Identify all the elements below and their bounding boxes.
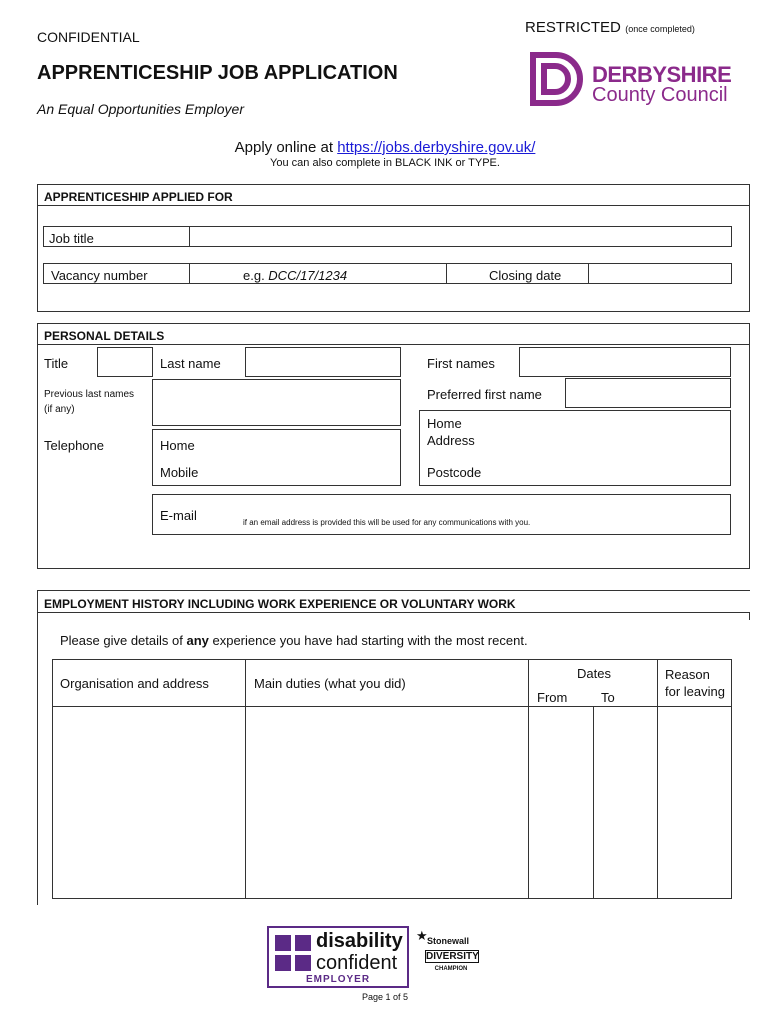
- page-number: Page 1 of 5: [361, 992, 409, 1002]
- stonewall-text-1: Stonewall: [427, 936, 470, 946]
- stonewall-star-icon: ★: [416, 928, 428, 943]
- home-address-label-2: Address: [427, 433, 475, 448]
- confidential-label: CONFIDENTIAL: [37, 29, 140, 45]
- logo-line2: County Council: [592, 84, 728, 106]
- vacancy-label: Vacancy number: [51, 268, 148, 283]
- apply-prefix: Apply online at: [234, 139, 338, 156]
- employment-heading: EMPLOYMENT HISTORY INCLUDING WORK EXPERIENCE OR VOLUNTARY WORK: [44, 597, 516, 611]
- col-org-header: Organisation and address: [60, 676, 209, 691]
- mobile-label: Mobile: [160, 465, 199, 480]
- org-input[interactable]: [53, 707, 244, 898]
- title-label: Title: [44, 356, 69, 371]
- home-address-label: Home: [427, 416, 462, 431]
- previous-names-ifany: (if any): [44, 404, 75, 415]
- col-duties-header: Main duties (what you did): [254, 676, 406, 691]
- derbyshire-logo: [530, 52, 745, 107]
- job-title-label: Job title: [49, 231, 94, 246]
- stonewall-text-3: CHAMPION: [434, 966, 468, 972]
- page-title: APPRENTICESHIP JOB APPLICATION: [37, 62, 398, 84]
- apply-note: You can also complete in BLACK INK or TYPE.: [270, 157, 500, 169]
- closing-date-label: Closing date: [489, 268, 562, 283]
- disability-confident-logo: [267, 926, 409, 988]
- apply-link[interactable]: https://jobs.derbyshire.gov.uk/: [337, 139, 536, 156]
- employment-intro-suffix: experience you have had starting with the most recent.: [208, 633, 528, 648]
- telephone-label: Telephone: [44, 438, 104, 453]
- reason-input[interactable]: [658, 707, 731, 898]
- home-phone-input[interactable]: [200, 432, 398, 456]
- dc-text-3: EMPLOYER: [305, 974, 371, 985]
- email-input[interactable]: [152, 494, 731, 535]
- closing-date-input[interactable]: [589, 264, 731, 283]
- vacancy-example: [243, 268, 347, 283]
- col-to-header: To: [601, 690, 615, 705]
- employment-intro: [60, 633, 528, 648]
- logo-line1: DERBYSHIRE: [592, 62, 732, 87]
- previous-names-label: Previous last names: [44, 389, 135, 400]
- vacancy-example-value: DCC/17/1234: [268, 268, 348, 283]
- employment-intro-bold: any: [186, 633, 209, 648]
- dc-icon-4: [295, 955, 311, 971]
- restricted-note: (once completed): [625, 24, 695, 34]
- col-from-header: From: [537, 690, 568, 705]
- title-input[interactable]: [97, 347, 153, 377]
- stonewall-text-2: DIVERSITY: [426, 951, 479, 962]
- vacancy-example-prefix: e.g.: [243, 268, 269, 283]
- dc-text-1: disability: [316, 930, 403, 952]
- col-reason-header-2: for leaving: [665, 684, 725, 699]
- dc-icon-1: [275, 935, 291, 951]
- mobile-input[interactable]: [205, 459, 398, 483]
- duties-input[interactable]: [246, 707, 527, 898]
- stonewall-logo: [416, 930, 480, 980]
- personal-heading: PERSONAL DETAILS: [44, 329, 165, 343]
- email-label: E-mail: [160, 508, 197, 523]
- job-title-input[interactable]: [190, 227, 731, 246]
- subtitle: An Equal Opportunities Employer: [37, 101, 244, 117]
- dc-text-2: confident: [316, 952, 398, 974]
- col-reason-header: Reason: [665, 667, 710, 682]
- first-names-input[interactable]: [519, 347, 731, 377]
- derbyshire-d-icon: [530, 52, 588, 106]
- from-input[interactable]: [529, 707, 592, 898]
- applied-for-heading: APPRENTICESHIP APPLIED FOR: [44, 190, 233, 204]
- dc-icon-3: [275, 955, 291, 971]
- employment-intro-prefix: Please give details of: [60, 633, 187, 648]
- col-dates-header: Dates: [577, 666, 611, 681]
- first-names-label: First names: [427, 356, 495, 371]
- dc-icon-2: [295, 935, 311, 951]
- last-name-input[interactable]: [245, 347, 401, 377]
- preferred-name-label: Preferred first name: [427, 387, 542, 402]
- email-note: if an email address is provided this will be used for any communications with you.: [243, 518, 531, 527]
- restricted-label: [525, 19, 695, 37]
- previous-names-input[interactable]: [152, 379, 401, 426]
- last-name-label: Last name: [160, 356, 221, 371]
- apply-online: [0, 139, 770, 156]
- home-phone-label: Home: [160, 438, 195, 453]
- postcode-label: Postcode: [427, 465, 482, 480]
- restricted-text: RESTRICTED: [525, 19, 621, 36]
- to-input[interactable]: [594, 707, 656, 898]
- preferred-name-input[interactable]: [565, 378, 731, 408]
